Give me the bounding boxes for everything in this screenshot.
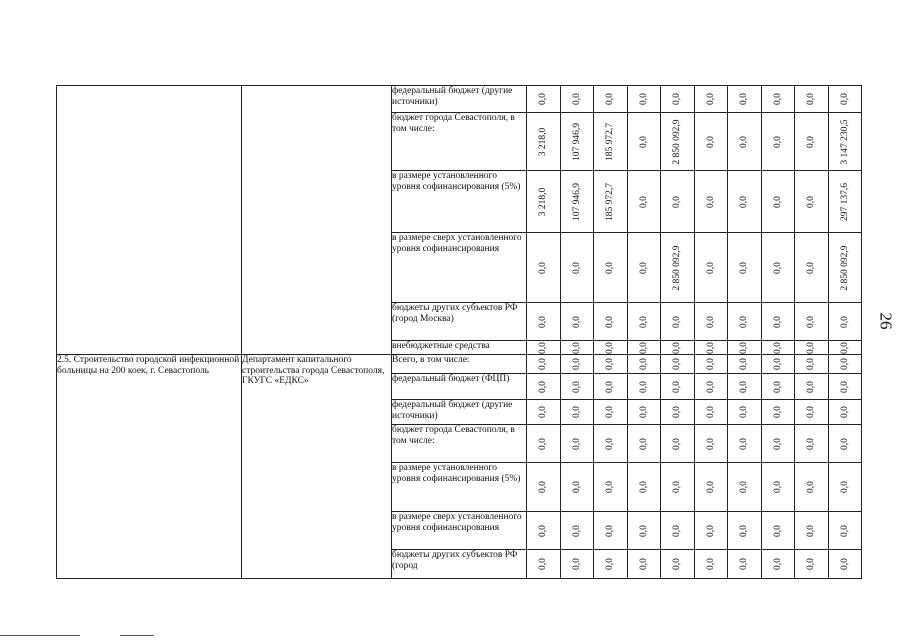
value-cell — [694, 86, 728, 113]
value-text: 0,0 — [538, 380, 548, 393]
value-cell — [694, 303, 728, 341]
value-cell — [594, 374, 628, 400]
value-text: 0,0 — [705, 406, 716, 418]
value-text: 0,0 — [605, 558, 615, 570]
source-label: бюджеты других субъектов РФ (город — [392, 550, 527, 579]
value-text: 0,0 — [538, 261, 548, 274]
value-text: 0,0 — [571, 524, 582, 537]
value-text: 0,0 — [705, 558, 716, 570]
value-text: 0,0 — [638, 481, 649, 493]
value-cell — [694, 355, 728, 374]
value-text: 0,0 — [538, 358, 548, 370]
value-text: 0,0 — [705, 261, 716, 274]
value-cell — [795, 303, 829, 341]
executor-cell-empty — [242, 86, 392, 355]
value-cell — [560, 355, 594, 374]
value-text: 2 850 092,9 — [672, 244, 682, 291]
value-text: 0,0 — [772, 558, 783, 570]
value-text: 0,0 — [672, 341, 682, 354]
value-text: 0,0 — [705, 437, 716, 450]
value-cell — [828, 303, 862, 341]
value-text: 3 218,0 — [538, 127, 548, 156]
value-text: 0,0 — [806, 261, 816, 274]
value-cell — [594, 233, 628, 303]
source-label: федеральный бюджет (другие источники) — [392, 400, 527, 425]
value-cell — [828, 512, 862, 550]
value-cell — [661, 303, 695, 341]
value-cell — [761, 374, 795, 400]
value-cell — [728, 86, 762, 113]
value-cell — [627, 233, 661, 303]
value-cell — [761, 233, 795, 303]
value-cell — [728, 303, 762, 341]
value-cell — [594, 400, 628, 425]
value-text: 0,0 — [839, 358, 850, 370]
value-text: 0,0 — [605, 341, 615, 354]
value-cell — [728, 425, 762, 463]
value-text: 0,0 — [672, 406, 682, 418]
value-text: 0,0 — [839, 380, 850, 393]
value-cell — [761, 355, 795, 374]
value-text: 0,0 — [806, 315, 816, 328]
value-cell — [694, 512, 728, 550]
value-text: 0,0 — [672, 380, 682, 393]
value-cell — [661, 374, 695, 400]
value-text: 0,0 — [672, 481, 682, 493]
value-text: 0,0 — [571, 437, 582, 450]
value-cell — [761, 463, 795, 512]
value-cell — [694, 374, 728, 400]
value-cell — [661, 341, 695, 355]
value-cell — [694, 341, 728, 355]
value-cell — [694, 113, 728, 171]
value-text: 0,0 — [739, 341, 749, 354]
value-text: 0,0 — [806, 437, 816, 450]
value-cell — [761, 113, 795, 171]
value-cell — [661, 463, 695, 512]
value-text: 0,0 — [672, 558, 682, 570]
project-name: 2.5. Строительство городской инфекционной больницы на 200 коек, г. Севастополь — [57, 355, 242, 579]
value-cell — [728, 341, 762, 355]
value-cell — [527, 233, 561, 303]
value-text: 0,0 — [705, 195, 716, 208]
value-text: 0,0 — [839, 524, 850, 537]
value-text: 297 137,6 — [839, 182, 850, 221]
value-cell — [527, 113, 561, 171]
value-cell — [828, 425, 862, 463]
value-cell — [828, 341, 862, 355]
value-text: 0,0 — [538, 93, 548, 105]
value-cell — [627, 303, 661, 341]
value-text: 0,0 — [705, 481, 716, 493]
value-text: 0,0 — [638, 358, 649, 370]
value-cell — [627, 374, 661, 400]
value-text: 0,0 — [739, 358, 749, 370]
value-cell — [527, 512, 561, 550]
value-cell — [828, 113, 862, 171]
source-label: в размере установленного уровня софинансирования (5%) — [392, 171, 527, 233]
value-text: 0,0 — [839, 437, 850, 450]
value-text: 0,0 — [672, 315, 682, 328]
value-cell — [627, 355, 661, 374]
table-row — [57, 355, 862, 374]
source-label: бюджет города Севастополя, в том числе: — [392, 113, 527, 171]
value-text: 0,0 — [538, 406, 548, 418]
value-cell — [560, 113, 594, 171]
source-label: в размере сверх установленного уровня софинансирования — [392, 512, 527, 550]
value-text: 0,0 — [638, 135, 649, 148]
value-cell — [795, 374, 829, 400]
value-text: 0,0 — [638, 315, 649, 328]
value-text: 0,0 — [571, 558, 582, 570]
value-text: 185 972,7 — [605, 182, 615, 221]
value-text: 0,0 — [605, 524, 615, 537]
value-text: 0,0 — [739, 437, 749, 450]
value-cell — [795, 113, 829, 171]
value-cell — [594, 463, 628, 512]
value-text: 0,0 — [806, 341, 816, 354]
source-label: в размере сверх установленного уровня софинансирования — [392, 233, 527, 303]
value-text: 0,0 — [839, 315, 850, 328]
value-cell — [694, 171, 728, 233]
value-text: 0,0 — [638, 558, 649, 570]
value-cell — [828, 86, 862, 113]
value-cell — [828, 463, 862, 512]
value-text: 0,0 — [739, 93, 749, 105]
value-cell — [828, 374, 862, 400]
value-text: 0,0 — [571, 406, 582, 418]
value-text: 0,0 — [538, 315, 548, 328]
value-text: 0,0 — [772, 524, 783, 537]
table-row — [57, 86, 862, 113]
value-cell — [527, 86, 561, 113]
value-text: 2 850 092,9 — [672, 118, 682, 165]
value-cell — [661, 512, 695, 550]
value-cell — [627, 550, 661, 579]
value-cell — [761, 400, 795, 425]
source-label: в размере установленного уровня софинансирования (5%) — [392, 463, 527, 512]
value-cell — [761, 341, 795, 355]
value-cell — [728, 400, 762, 425]
value-cell — [661, 355, 695, 374]
value-text: 0,0 — [538, 481, 548, 493]
value-text: 0,0 — [538, 341, 548, 354]
value-text: 107 946,9 — [571, 122, 582, 161]
value-text: 107 946,9 — [571, 182, 582, 221]
value-cell — [795, 86, 829, 113]
value-text: 0,0 — [571, 315, 582, 328]
value-cell — [627, 400, 661, 425]
value-text: 0,0 — [638, 524, 649, 537]
value-cell — [761, 550, 795, 579]
value-cell — [527, 550, 561, 579]
value-cell — [594, 512, 628, 550]
value-cell — [761, 512, 795, 550]
value-cell — [527, 400, 561, 425]
value-text: 0,0 — [739, 406, 749, 418]
value-text: 0,0 — [772, 195, 783, 208]
value-cell — [728, 171, 762, 233]
value-text: 0,0 — [571, 380, 582, 393]
value-text: 3 147 230,5 — [839, 118, 850, 165]
value-cell — [560, 303, 594, 341]
value-cell — [795, 550, 829, 579]
value-text: 0,0 — [739, 481, 749, 493]
value-cell — [560, 400, 594, 425]
footer-mark — [120, 635, 154, 636]
value-text: 0,0 — [772, 481, 783, 493]
value-cell — [527, 303, 561, 341]
value-cell — [795, 341, 829, 355]
value-cell — [694, 550, 728, 579]
value-text: 0,0 — [672, 358, 682, 370]
value-cell — [694, 463, 728, 512]
value-text: 185 972,7 — [605, 122, 615, 161]
value-cell — [627, 512, 661, 550]
value-text: 0,0 — [772, 135, 783, 148]
value-cell — [795, 355, 829, 374]
value-text: 0,0 — [571, 341, 582, 354]
value-cell — [728, 512, 762, 550]
value-cell — [728, 550, 762, 579]
value-text: 0,0 — [772, 406, 783, 418]
value-cell — [594, 550, 628, 579]
source-label: Всего, в том числе: — [392, 355, 527, 374]
value-text: 0,0 — [839, 406, 850, 418]
value-cell — [728, 374, 762, 400]
value-cell — [527, 425, 561, 463]
value-text: 0,0 — [839, 341, 850, 354]
value-text: 0,0 — [605, 315, 615, 328]
source-label: федеральный бюджет (ФЦП) — [392, 374, 527, 400]
value-text: 0,0 — [638, 437, 649, 450]
footer-line — [0, 635, 80, 636]
value-text: 0,0 — [772, 315, 783, 328]
value-text: 0,0 — [772, 437, 783, 450]
value-cell — [560, 86, 594, 113]
value-cell — [560, 341, 594, 355]
value-text: 0,0 — [605, 380, 615, 393]
value-text: 0,0 — [605, 481, 615, 493]
value-cell — [594, 355, 628, 374]
value-cell — [795, 400, 829, 425]
value-cell — [795, 463, 829, 512]
value-text: 0,0 — [705, 135, 716, 148]
value-text: 0,0 — [638, 380, 649, 393]
value-text: 0,0 — [672, 437, 682, 450]
value-text: 0,0 — [806, 524, 816, 537]
value-text: 0,0 — [672, 93, 682, 105]
value-cell — [594, 86, 628, 113]
value-text: 0,0 — [806, 93, 816, 105]
value-cell — [761, 86, 795, 113]
value-text: 0,0 — [772, 341, 783, 354]
value-text: 0,0 — [806, 135, 816, 148]
value-cell — [527, 355, 561, 374]
value-cell — [627, 341, 661, 355]
value-text: 0,0 — [839, 481, 850, 493]
value-cell — [795, 171, 829, 233]
value-text: 0,0 — [772, 261, 783, 274]
value-text: 0,0 — [705, 341, 716, 354]
value-text: 0,0 — [571, 481, 582, 493]
page-number: 26 — [876, 312, 896, 330]
value-cell — [627, 171, 661, 233]
value-cell — [560, 512, 594, 550]
value-text: 0,0 — [705, 524, 716, 537]
value-cell — [560, 550, 594, 579]
value-text: 0,0 — [638, 93, 649, 105]
value-text: 0,0 — [571, 358, 582, 370]
value-cell — [661, 86, 695, 113]
source-label: внебюджетные средства — [392, 341, 527, 355]
value-cell — [661, 113, 695, 171]
value-cell — [594, 303, 628, 341]
value-cell — [661, 550, 695, 579]
value-cell — [761, 171, 795, 233]
value-text: 0,0 — [705, 380, 716, 393]
value-text: 0,0 — [806, 358, 816, 370]
value-cell — [728, 233, 762, 303]
value-text: 0,0 — [705, 315, 716, 328]
value-cell — [560, 171, 594, 233]
value-text: 0,0 — [806, 380, 816, 393]
value-text: 0,0 — [571, 261, 582, 274]
value-cell — [627, 113, 661, 171]
value-text: 0,0 — [705, 358, 716, 370]
value-cell — [594, 113, 628, 171]
value-cell — [728, 463, 762, 512]
value-text: 0,0 — [538, 524, 548, 537]
value-cell — [728, 113, 762, 171]
source-label: бюджет города Севастополя, в том числе: — [392, 425, 527, 463]
value-cell — [560, 463, 594, 512]
value-text: 0,0 — [806, 406, 816, 418]
value-text: 0,0 — [638, 261, 649, 274]
value-text: 0,0 — [806, 558, 816, 570]
value-text: 2 850 092,9 — [839, 244, 850, 291]
value-cell — [828, 400, 862, 425]
value-cell — [795, 512, 829, 550]
value-cell — [728, 355, 762, 374]
value-text: 0,0 — [605, 437, 615, 450]
value-cell — [828, 550, 862, 579]
value-text: 0,0 — [739, 195, 749, 208]
project-executor: Департамент капитального строительства города Севастополя, ГКУГС «ЕДКС» — [242, 355, 392, 579]
source-label: федеральный бюджет (другие источники) — [392, 86, 527, 113]
value-text: 0,0 — [605, 93, 615, 105]
value-text: 0,0 — [638, 195, 649, 208]
value-cell — [694, 400, 728, 425]
value-text: 0,0 — [839, 558, 850, 570]
value-text: 0,0 — [739, 261, 749, 274]
project-cell-empty — [57, 86, 242, 355]
value-cell — [560, 233, 594, 303]
value-cell — [828, 355, 862, 374]
value-text: 0,0 — [739, 135, 749, 148]
value-cell — [560, 425, 594, 463]
value-cell — [661, 233, 695, 303]
value-text: 0,0 — [772, 380, 783, 393]
value-cell — [828, 171, 862, 233]
value-text: 0,0 — [839, 93, 850, 105]
value-text: 0,0 — [672, 524, 682, 537]
value-cell — [661, 400, 695, 425]
value-text: 0,0 — [806, 481, 816, 493]
value-cell — [761, 425, 795, 463]
value-text: 0,0 — [705, 93, 716, 105]
budget-table — [56, 85, 862, 579]
value-text: 0,0 — [739, 380, 749, 393]
source-label: бюджеты других субъектов РФ (город Москва) — [392, 303, 527, 341]
value-cell — [694, 425, 728, 463]
value-text: 0,0 — [739, 315, 749, 328]
value-text: 0,0 — [739, 558, 749, 570]
value-cell — [627, 86, 661, 113]
value-text: 0,0 — [806, 195, 816, 208]
value-text: 0,0 — [605, 358, 615, 370]
value-cell — [795, 233, 829, 303]
value-text: 0,0 — [538, 437, 548, 450]
value-cell — [594, 171, 628, 233]
value-cell — [527, 341, 561, 355]
value-cell — [661, 425, 695, 463]
value-text: 0,0 — [538, 558, 548, 570]
value-cell — [627, 463, 661, 512]
value-cell — [627, 425, 661, 463]
value-text: 0,0 — [638, 406, 649, 418]
value-text: 0,0 — [772, 93, 783, 105]
value-cell — [527, 374, 561, 400]
value-cell — [761, 303, 795, 341]
value-text: 0,0 — [772, 358, 783, 370]
value-text: 0,0 — [739, 524, 749, 537]
value-text: 0,0 — [605, 406, 615, 418]
value-cell — [661, 171, 695, 233]
value-text: 0,0 — [638, 341, 649, 354]
value-cell — [594, 425, 628, 463]
value-text: 0,0 — [672, 195, 682, 208]
value-cell — [527, 171, 561, 233]
value-cell — [795, 425, 829, 463]
value-cell — [594, 341, 628, 355]
value-text: 0,0 — [571, 93, 582, 105]
value-cell — [694, 233, 728, 303]
value-text: 3 218,0 — [538, 187, 548, 216]
value-cell — [828, 233, 862, 303]
value-cell — [560, 374, 594, 400]
value-cell — [527, 463, 561, 512]
value-text: 0,0 — [605, 261, 615, 274]
